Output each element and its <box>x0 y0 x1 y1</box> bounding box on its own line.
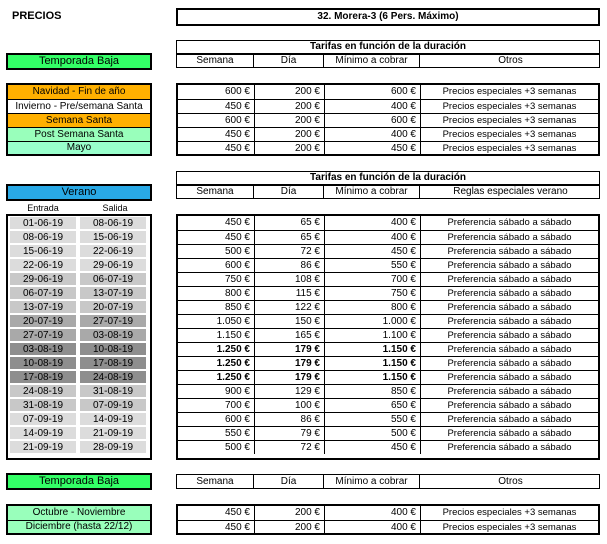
semana-value: 700 € <box>224 399 250 411</box>
minimo-value: 600 € <box>324 114 420 127</box>
semana-value: 800 € <box>224 287 250 299</box>
table-row <box>178 141 598 155</box>
col-dia: Día <box>253 186 323 198</box>
table-row <box>178 384 598 398</box>
col-semana: Semana <box>196 186 234 197</box>
minimo-value: 400 € <box>324 231 420 244</box>
dia-value: 86 € <box>254 259 324 272</box>
salida-date: 17-08-19 <box>80 357 146 369</box>
dia-value: 200 € <box>254 100 324 113</box>
dia-value: 108 € <box>254 273 324 286</box>
semana-value: 450 € <box>224 142 250 154</box>
salida-date: 15-06-19 <box>80 231 146 243</box>
otros-value: Precios especiales +3 semanas <box>420 521 598 534</box>
season-name: Diciembre (hasta 22/12) <box>8 520 150 533</box>
otros-value: Precios especiales +3 semanas <box>420 506 598 520</box>
reglas-value: Preferencia sábado a sábado <box>420 441 598 454</box>
entrada-date: 29-06-19 <box>10 273 76 285</box>
table-row <box>178 412 598 426</box>
col-reglas: Reglas especiales verano <box>419 186 601 198</box>
minimo-value: 400 € <box>324 128 420 141</box>
salida-date: 10-08-19 <box>80 343 146 355</box>
otros-value: Precios especiales +3 semanas <box>420 114 598 127</box>
minimo-value: 1.100 € <box>324 329 420 342</box>
table-row <box>178 216 598 230</box>
table-row <box>178 300 598 314</box>
dia-value: 179 € <box>254 371 324 384</box>
reglas-value: Preferencia sábado a sábado <box>420 343 598 356</box>
season-label-summer: Verano <box>6 184 152 201</box>
table-row <box>178 314 598 328</box>
minimo-value: 450 € <box>324 441 420 454</box>
entrada-date: 15-06-19 <box>10 245 76 257</box>
table-row <box>178 370 598 384</box>
salida-date: 22-06-19 <box>80 245 146 257</box>
dia-value: 200 € <box>254 506 324 520</box>
semana-value: 450 € <box>224 128 250 140</box>
reglas-value: Preferencia sábado a sábado <box>420 301 598 314</box>
minimo-value: 1.000 € <box>324 315 420 328</box>
reglas-value: Preferencia sábado a sábado <box>420 329 598 342</box>
season-label-low-2: Temporada Baja <box>6 473 152 490</box>
summer-dates <box>6 214 152 460</box>
season-name: Octubre - Noviembre <box>8 506 150 520</box>
entrada-date: 07-09-19 <box>10 413 76 425</box>
dia-value: 115 € <box>254 287 324 300</box>
dia-value: 179 € <box>254 357 324 370</box>
table-row <box>178 342 598 356</box>
low-season-names-1 <box>6 83 152 156</box>
minimo-value: 550 € <box>324 413 420 426</box>
semana-value: 450 € <box>224 231 250 243</box>
semana-value: 450 € <box>224 507 250 518</box>
entrada-date: 03-08-19 <box>10 343 76 355</box>
salida-date: 27-07-19 <box>80 315 146 327</box>
dia-value: 86 € <box>254 413 324 426</box>
minimo-value: 400 € <box>324 506 420 520</box>
minimo-value: 1.150 € <box>324 357 420 370</box>
entrada-date: 21-09-19 <box>10 441 76 453</box>
table-row <box>178 440 598 454</box>
semana-value: 550 € <box>224 427 250 439</box>
table-row <box>178 328 598 342</box>
minimo-value: 650 € <box>324 399 420 412</box>
reglas-value: Preferencia sábado a sábado <box>420 371 598 384</box>
table-row <box>178 398 598 412</box>
entrada-date: 27-07-19 <box>10 329 76 341</box>
table-row <box>178 99 598 113</box>
entrada-date: 22-06-19 <box>10 259 76 271</box>
semana-value: 1.250 € <box>216 357 250 369</box>
dia-value: 200 € <box>254 128 324 141</box>
reglas-value: Preferencia sábado a sábado <box>420 385 598 398</box>
salida-date: 06-07-19 <box>80 273 146 285</box>
dia-value: 65 € <box>254 231 324 244</box>
dia-value: 150 € <box>254 315 324 328</box>
rates-column-headers-3 <box>176 474 600 489</box>
otros-value: Precios especiales +3 semanas <box>420 142 598 155</box>
low-season-names-2 <box>6 504 152 535</box>
dia-value: 100 € <box>254 399 324 412</box>
rates-column-headers-1 <box>176 54 600 68</box>
salida-header: Salida <box>102 202 128 213</box>
season-name: Semana Santa <box>8 113 150 127</box>
salida-date: 14-09-19 <box>80 413 146 425</box>
rates-header-title-1: Tarifas en función de la duración <box>176 40 600 54</box>
reglas-value: Preferencia sábado a sábado <box>420 399 598 412</box>
col-minimo: Mínimo a cobrar <box>323 55 419 67</box>
minimo-value: 800 € <box>324 301 420 314</box>
season-name: Navidad - Fin de año <box>8 85 150 99</box>
dia-value: 72 € <box>254 441 324 454</box>
entrada-date: 17-08-19 <box>10 371 76 383</box>
semana-value: 1.150 € <box>216 329 250 341</box>
rates-column-headers-2 <box>176 185 600 199</box>
salida-date: 13-07-19 <box>80 287 146 299</box>
table-row <box>178 244 598 258</box>
semana-value: 1.250 € <box>216 343 250 355</box>
col-otros: Otros <box>419 55 601 67</box>
dia-value: 200 € <box>254 114 324 127</box>
dia-value: 122 € <box>254 301 324 314</box>
entrada-date: 31-08-19 <box>10 399 76 411</box>
dia-value: 72 € <box>254 245 324 258</box>
minimo-value: 850 € <box>324 385 420 398</box>
minimo-value: 550 € <box>324 259 420 272</box>
table-row <box>178 286 598 300</box>
table-row <box>178 258 598 272</box>
semana-value: 600 € <box>224 114 250 126</box>
salida-date: 28-09-19 <box>80 441 146 453</box>
table-row <box>178 520 598 534</box>
entrada-date: 08-06-19 <box>10 231 76 243</box>
minimo-value: 1.150 € <box>324 343 420 356</box>
minimo-value: 400 € <box>324 216 420 230</box>
semana-value: 600 € <box>224 259 250 271</box>
season-name: Invierno - Pre/semana Santa <box>8 99 150 113</box>
semana-value: 750 € <box>224 273 250 285</box>
entrada-date: 06-07-19 <box>10 287 76 299</box>
salida-date: 29-06-19 <box>80 259 146 271</box>
semana-value: 450 € <box>224 217 250 228</box>
rates-header-title-2: Tarifas en función de la duración <box>176 171 600 185</box>
reglas-value: Preferencia sábado a sábado <box>420 427 598 440</box>
minimo-value: 450 € <box>324 142 420 155</box>
reglas-value: Preferencia sábado a sábado <box>420 216 598 230</box>
entrada-date: 20-07-19 <box>10 315 76 327</box>
semana-value: 1.050 € <box>216 315 250 327</box>
minimo-value: 450 € <box>324 245 420 258</box>
table-row <box>178 272 598 286</box>
season-label-low-1: Temporada Baja <box>6 53 152 70</box>
minimo-value: 400 € <box>324 521 420 534</box>
semana-value: 450 € <box>224 521 250 533</box>
minimo-value: 700 € <box>324 273 420 286</box>
semana-value: 850 € <box>224 301 250 313</box>
dia-value: 179 € <box>254 343 324 356</box>
otros-value: Precios especiales +3 semanas <box>420 100 598 113</box>
table-row <box>178 506 598 520</box>
col-semana: Semana <box>196 55 234 66</box>
reglas-value: Preferencia sábado a sábado <box>420 413 598 426</box>
reglas-value: Preferencia sábado a sábado <box>420 273 598 286</box>
salida-date: 07-09-19 <box>80 399 146 411</box>
dia-value: 129 € <box>254 385 324 398</box>
entrada-date: 13-07-19 <box>10 301 76 313</box>
entrada-date: 24-08-19 <box>10 385 76 397</box>
semana-value: 500 € <box>224 441 250 453</box>
semana-value: 1.250 € <box>216 371 250 383</box>
entrada-header: Entrada <box>27 202 59 213</box>
table-row <box>178 127 598 141</box>
minimo-value: 400 € <box>324 100 420 113</box>
semana-value: 500 € <box>224 245 250 257</box>
col-minimo: Mínimo a cobrar <box>323 186 419 198</box>
col-semana: Semana <box>196 475 234 487</box>
dia-value: 65 € <box>254 216 324 230</box>
minimo-value: 500 € <box>324 427 420 440</box>
property-title: 32. Morera-3 (6 Pers. Máximo) <box>176 8 600 26</box>
season-name: Mayo <box>8 141 150 154</box>
dia-value: 79 € <box>254 427 324 440</box>
entrada-date: 14-09-19 <box>10 427 76 439</box>
reglas-value: Preferencia sábado a sábado <box>420 245 598 258</box>
reglas-value: Preferencia sábado a sábado <box>420 315 598 328</box>
entrada-date: 10-08-19 <box>10 357 76 369</box>
dia-value: 200 € <box>254 142 324 155</box>
entrada-date: 01-06-19 <box>10 217 76 229</box>
minimo-value: 600 € <box>324 85 420 99</box>
otros-value: Precios especiales +3 semanas <box>420 85 598 99</box>
minimo-value: 1.150 € <box>324 371 420 384</box>
low-season-values-1 <box>176 83 600 156</box>
dia-value: 200 € <box>254 85 324 99</box>
salida-date: 20-07-19 <box>80 301 146 313</box>
salida-date: 03-08-19 <box>80 329 146 341</box>
table-row <box>178 230 598 244</box>
season-name: Post Semana Santa <box>8 127 150 141</box>
otros-value: Precios especiales +3 semanas <box>420 128 598 141</box>
table-row <box>178 113 598 127</box>
minimo-value: 750 € <box>324 287 420 300</box>
semana-value: 600 € <box>224 86 250 97</box>
salida-date: 08-06-19 <box>80 217 146 229</box>
reglas-value: Preferencia sábado a sábado <box>420 259 598 272</box>
page-label: PRECIOS <box>12 10 62 22</box>
col-dia: Día <box>253 475 323 488</box>
summer-values <box>176 214 600 460</box>
low-season-values-2 <box>176 504 600 535</box>
salida-date: 24-08-19 <box>80 371 146 383</box>
reglas-value: Preferencia sábado a sábado <box>420 231 598 244</box>
semana-value: 600 € <box>224 413 250 425</box>
col-otros: Otros <box>419 475 601 488</box>
salida-date: 21-09-19 <box>80 427 146 439</box>
table-row <box>178 356 598 370</box>
semana-value: 450 € <box>224 100 250 112</box>
semana-value: 900 € <box>224 385 250 397</box>
reglas-value: Preferencia sábado a sábado <box>420 357 598 370</box>
col-minimo: Mínimo a cobrar <box>323 475 419 488</box>
dia-value: 165 € <box>254 329 324 342</box>
col-dia: Día <box>253 55 323 67</box>
table-row <box>178 85 598 99</box>
reglas-value: Preferencia sábado a sábado <box>420 287 598 300</box>
table-row <box>178 426 598 440</box>
dia-value: 200 € <box>254 521 324 534</box>
salida-date: 31-08-19 <box>80 385 146 397</box>
